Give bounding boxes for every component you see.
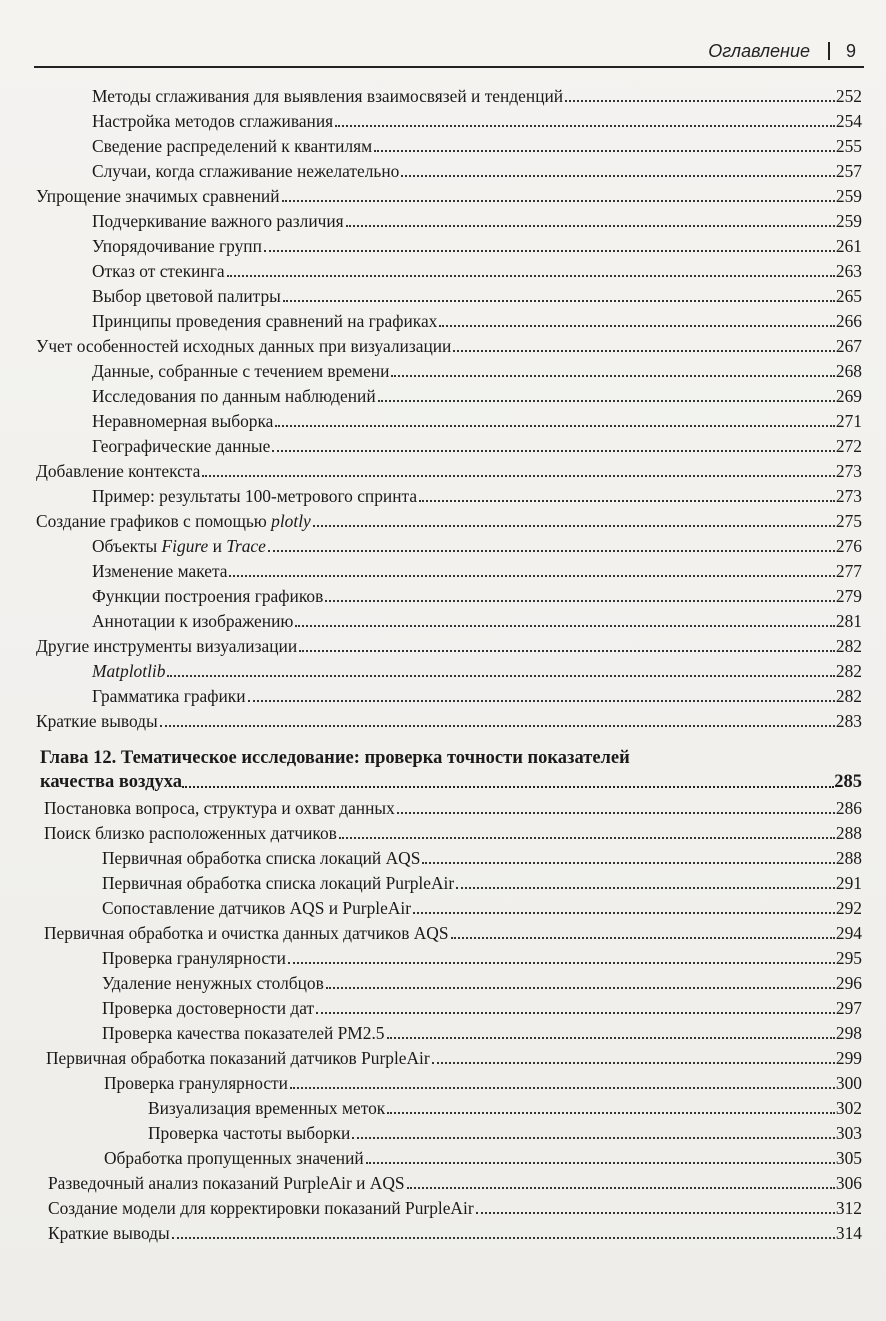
toc-subentry[interactable]: Проверка частоты выборки 303	[148, 1123, 862, 1143]
toc-entry[interactable]: Проверка гранулярности 295	[102, 948, 862, 968]
header-divider	[828, 42, 830, 60]
toc-entry[interactable]: Сопоставление датчиков AQS и PurpleAir 292	[102, 898, 862, 918]
toc-subentry[interactable]: Визуализация временных меток 302	[148, 1098, 862, 1118]
toc-section[interactable]: Краткие выводы 283	[36, 711, 862, 731]
toc-entry[interactable]: Грамматика графики 282	[92, 686, 862, 706]
toc-entry[interactable]: Пример: результаты 100-метрового спринта 273	[92, 486, 862, 506]
toc-section[interactable]: Другие инструменты визуализации 282	[36, 636, 862, 656]
toc-section[interactable]: Учет особенностей исходных данных при визуализации 267	[36, 336, 862, 356]
chapter-page: 285	[834, 772, 862, 792]
toc-entry[interactable]: Упорядочивание групп 261	[92, 236, 862, 256]
toc-section[interactable]: Поиск близко расположенных датчиков 288	[44, 823, 862, 843]
toc-entry[interactable]: Первичная обработка списка локаций AQS 288	[102, 848, 862, 868]
toc-entry[interactable]: Настройка методов сглаживания 254	[92, 111, 862, 131]
toc-entry[interactable]: Подчеркивание важного различия 259	[92, 211, 862, 231]
toc-entry[interactable]: Выбор цветовой палитры 265	[92, 286, 862, 306]
toc-entry[interactable]: Обработка пропущенных значений 305	[104, 1148, 862, 1168]
toc-entry[interactable]: Первичная обработка списка локаций PurpleAir 291	[102, 873, 862, 893]
toc-entry[interactable]: Отказ от стекинга 263	[92, 261, 862, 281]
toc-section[interactable]: Упрощение значимых сравнений 259	[36, 186, 862, 206]
toc-entry[interactable]: Объекты Figure и Trace 276	[92, 536, 862, 556]
toc-entry[interactable]: Неравномерная выборка 271	[92, 411, 862, 431]
toc-section[interactable]: Первичная обработка показаний датчиков PurpleAir 299	[46, 1048, 862, 1068]
toc-section[interactable]: Первичная обработка и очистка данных датчиков AQS 294	[44, 923, 862, 943]
page-number: 9	[845, 40, 856, 61]
toc-entry[interactable]: Сведение распределений к квантилям 255	[92, 136, 862, 156]
running-title: Оглавление	[708, 40, 810, 61]
running-header	[34, 36, 864, 68]
toc-entry[interactable]: Удаление ненужных столбцов 296	[102, 973, 862, 993]
toc-entry[interactable]: Данные, собранные с течением времени 268	[92, 361, 862, 381]
toc-entry[interactable]: Методы сглаживания для выявления взаимосвязей и тенденций 252	[92, 86, 862, 106]
toc-section[interactable]: Разведочный анализ показаний PurpleAir и AQS 306	[48, 1173, 862, 1193]
toc-entry[interactable]: Изменение макета 277	[92, 561, 862, 581]
toc-section[interactable]: Краткие выводы 314	[48, 1223, 862, 1243]
toc-entry[interactable]: Исследования по данным наблюдений 269	[92, 386, 862, 406]
chapter-title-line1: Глава 12. Тематическое исследование: проверка точности показателей	[40, 748, 630, 768]
toc-entry[interactable]: Проверка качества показателей PM2.5 298	[102, 1023, 862, 1043]
toc-entry[interactable]: Принципы проведения сравнений на графиках 266	[92, 311, 862, 331]
toc-entry[interactable]: Функции построения графиков 279	[92, 586, 862, 606]
toc-section[interactable]: Создание модели для корректировки показаний PurpleAir 312	[48, 1198, 862, 1218]
chapter-heading[interactable]	[40, 746, 862, 794]
toc-section[interactable]: Постановка вопроса, структура и охват данных 286	[44, 798, 862, 818]
toc-entry[interactable]: Matplotlib 282	[92, 661, 862, 681]
toc-entry[interactable]: Географические данные 272	[92, 436, 862, 456]
chapter-title-line2: качества воздуха	[40, 772, 183, 792]
toc-section[interactable]: Добавление контекста 273	[36, 461, 862, 481]
toc-entry[interactable]: Проверка гранулярности 300	[104, 1073, 862, 1093]
toc-section[interactable]: Создание графиков с помощью plotly 275	[36, 511, 862, 531]
toc-entry[interactable]: Случаи, когда сглаживание нежелательно 257	[92, 161, 862, 181]
toc-entry[interactable]: Аннотации к изображению 281	[92, 611, 862, 631]
toc-entry[interactable]: Проверка достоверности дат 297	[102, 998, 862, 1018]
